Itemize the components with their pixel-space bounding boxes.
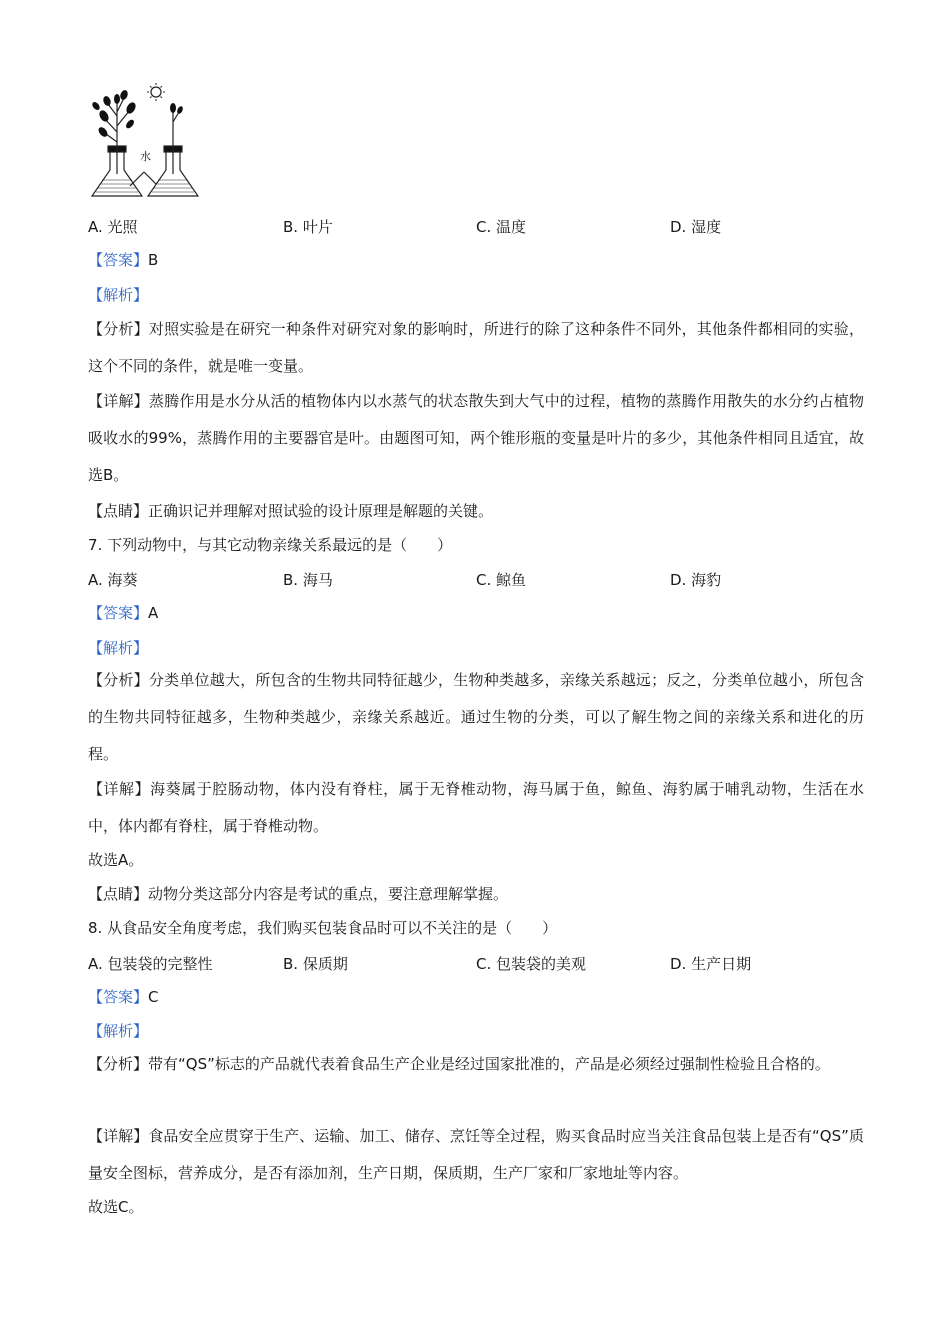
q7-option-c: C. 鲸鱼 xyxy=(476,571,527,589)
q7-fenxi xyxy=(88,662,864,773)
q6-fenxi xyxy=(88,311,864,385)
fenxi-text: 分类单位越大，所包含的生物共同特征越少，生物种类越多，亲缘关系越远；反之，分类单位越小，所包含的生物共同特征越多，生物种类越少，亲缘关系越近。通过生物的分类，可以了解生物之间的亲缘关系和进化的历程。 xyxy=(88,671,864,763)
xiangjie-text: 蒸腾作用是水分从活的植物体内以水蒸气的状态散失到大气中的过程，植物的蒸腾作用散失的水分约占植物吸收水的99%，蒸腾作用的主要器官是叶。由题图可知，两个锥形瓶的变量是叶片的多少，其他条件相同且适宜，故选B。 xyxy=(88,392,864,484)
answer-value: C xyxy=(148,988,159,1006)
dianjing-text: 动物分类这部分内容是考试的重点，要注意理解掌握。 xyxy=(148,885,509,903)
q8-fenxi xyxy=(88,1046,864,1083)
fenxi-text: 对照实验是在研究一种条件对研究对象的影响时，所进行的除了这种条件不同外，其他条件都相同的实验，这个不同的条件，就是唯一变量。 xyxy=(88,320,864,375)
q7-option-b: B. 海马 xyxy=(283,571,333,589)
fenxi-text: 带有“QS”标志的产品就代表着食品生产企业是经过国家批准的，产品是必须经过强制性检验且合格的。 xyxy=(148,1055,830,1073)
q6-option-a: A. 光照 xyxy=(88,218,138,236)
q6-answer xyxy=(88,250,158,270)
q8-xiangjie xyxy=(88,1118,864,1192)
answer-tag: 【答案】 xyxy=(88,988,149,1006)
analysis-tag: 【解析】 xyxy=(88,1022,149,1040)
plants-in-flasks-illustration xyxy=(86,82,216,202)
q7-xiangjie xyxy=(88,771,864,845)
q7-answer xyxy=(88,603,158,623)
xiangjie-tag: 【详解】 xyxy=(88,780,151,798)
q8-answer xyxy=(88,987,159,1007)
q8-options xyxy=(88,953,868,973)
analysis-tag: 【解析】 xyxy=(88,639,149,657)
experiment-figure xyxy=(86,82,216,202)
q6-options xyxy=(88,216,868,236)
q7-dianjing xyxy=(88,884,508,904)
fenxi-tag: 【分析】 xyxy=(88,1055,149,1073)
xiangjie-tag: 【详解】 xyxy=(88,1127,149,1145)
fenxi-tag: 【分析】 xyxy=(88,671,149,689)
q8-stem: 8. 从食品安全角度考虑，我们购买包装食品时可以不关注的是（ ） xyxy=(88,919,558,937)
dianjing-tag: 【点睛】 xyxy=(88,885,149,903)
q8-option-d: D. 生产日期 xyxy=(670,955,752,973)
q7-option-d: D. 海豹 xyxy=(670,571,722,589)
fenxi-tag: 【分析】 xyxy=(88,320,149,338)
analysis-tag: 【解析】 xyxy=(88,286,149,304)
q7-option-a: A. 海葵 xyxy=(88,571,138,589)
q6-xiangjie xyxy=(88,383,864,494)
q6-analysis-heading xyxy=(88,285,148,305)
q7-stem: 7. 下列动物中，与其它动物亲缘关系最远的是（ ） xyxy=(88,536,453,554)
q8-option-b: B. 保质期 xyxy=(283,955,348,973)
xiangjie-text: 食品安全应贯穿于生产、运输、加工、储存、烹饪等全过程，购买食品时应当关注食品包装上是否有“QS”质量安全图标，营养成分，是否有添加剂，生产日期，保质期，生产厂家和厂家地址等内容。 xyxy=(88,1127,864,1182)
q6-option-d: D. 湿度 xyxy=(670,218,722,236)
q7-analysis-heading xyxy=(88,638,148,658)
q6-option-c: C. 温度 xyxy=(476,218,527,236)
q8-conclusion: 故选C。 xyxy=(88,1198,144,1216)
answer-value: B xyxy=(148,251,159,269)
q8-option-c: C. 包装袋的美观 xyxy=(476,955,587,973)
q8-analysis-heading xyxy=(88,1021,148,1041)
q7-options xyxy=(88,569,868,589)
xiangjie-tag: 【详解】 xyxy=(88,392,149,410)
answer-tag: 【答案】 xyxy=(88,251,149,269)
answer-tag: 【答案】 xyxy=(88,604,149,622)
q6-option-b: B. 叶片 xyxy=(283,218,333,236)
dianjing-tag: 【点睛】 xyxy=(88,502,149,520)
q6-dianjing xyxy=(88,501,493,521)
q7-conclusion: 故选A。 xyxy=(88,851,144,869)
water-label: 水 xyxy=(140,150,151,163)
xiangjie-text: 海葵属于腔肠动物，体内没有脊柱，属于无脊椎动物，海马属于鱼，鲸鱼、海豹属于哺乳动物，生活在水中，体内都有脊柱，属于脊椎动物。 xyxy=(88,780,864,835)
answer-value: A xyxy=(148,604,159,622)
q8-option-a: A. 包装袋的完整性 xyxy=(88,955,213,973)
dianjing-text: 正确识记并理解对照试验的设计原理是解题的关键。 xyxy=(148,502,494,520)
